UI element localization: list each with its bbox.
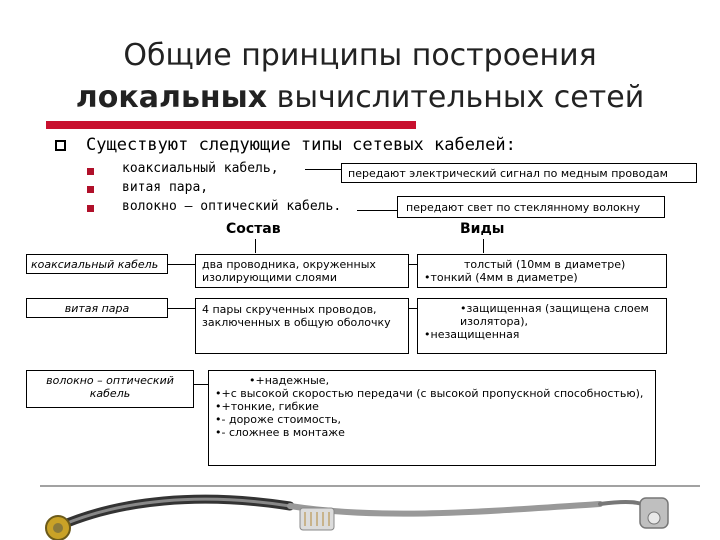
rj45-connector-icon bbox=[300, 508, 334, 530]
square-bullet-icon bbox=[87, 186, 94, 193]
row-composition-twisted: 4 пары скрученных проводов, заключенных в общую оболочку bbox=[195, 298, 409, 354]
row-composition-coax: два проводника, окруженных изолирующими слоями bbox=[195, 254, 409, 288]
row-kinds-twisted bbox=[417, 298, 667, 354]
callout-connector bbox=[305, 169, 341, 170]
row-name-coax: коаксиальный кабель bbox=[26, 254, 168, 274]
callout-connector bbox=[357, 210, 397, 211]
square-bullet-icon bbox=[87, 205, 94, 212]
row-name-twisted: витая пара bbox=[26, 298, 168, 318]
title-accent-bar bbox=[46, 121, 416, 129]
intro-text: Существуют следующие типы сетевых кабелей: bbox=[86, 135, 516, 155]
row-features-fiber bbox=[208, 370, 656, 466]
dot-bullet-icon: • bbox=[215, 387, 222, 400]
cable-type-twisted: витая пара, bbox=[122, 180, 209, 195]
header-composition: Состав bbox=[226, 221, 281, 237]
kind-item: толстый (10мм в диаметре) bbox=[464, 258, 626, 271]
row-connector bbox=[168, 264, 195, 265]
header-kinds: Виды bbox=[460, 221, 505, 237]
twisted-pair-cable-icon bbox=[290, 504, 600, 514]
coax-connector-icon bbox=[46, 516, 70, 540]
slide-title-line-1: Общие принципы построения bbox=[123, 38, 597, 73]
dot-bullet-icon: • bbox=[460, 302, 467, 315]
header-connector bbox=[483, 239, 484, 253]
cable-type-fiber: волокно – оптический кабель. bbox=[122, 199, 342, 214]
dot-bullet-icon: • bbox=[424, 271, 431, 284]
kind-item: •тонкий (4мм в диаметре) bbox=[424, 271, 578, 284]
cable-type-coax: коаксиальный кабель, bbox=[122, 161, 279, 176]
feature-item: •+надежные, bbox=[249, 374, 330, 387]
callout-electric: передают электрический сигнал по медным проводам bbox=[341, 163, 697, 183]
kind-item: •защищенная (защищена слоем изолятора), bbox=[460, 302, 649, 328]
row-connector bbox=[168, 308, 195, 309]
header-connector bbox=[255, 239, 256, 253]
feature-item: •- дороже стоимость, bbox=[215, 413, 341, 426]
kind-item: •незащищенная bbox=[424, 328, 520, 341]
dot-bullet-icon: • bbox=[215, 413, 222, 426]
dot-bullet-icon: • bbox=[215, 400, 222, 413]
callout-light: передают свет по стеклянному волокну bbox=[397, 196, 665, 218]
row-name-fiber: волокно – оптический кабель bbox=[26, 370, 194, 408]
cable-illustration bbox=[0, 468, 720, 540]
square-bullet-icon bbox=[87, 168, 94, 175]
title-bold-word: локальных bbox=[75, 80, 268, 115]
fiber-connector-icon bbox=[640, 498, 668, 528]
title-rest: вычислительных сетей bbox=[267, 80, 645, 115]
feature-item: •- сложнее в монтаже bbox=[215, 426, 345, 439]
hollow-square-bullet-icon bbox=[55, 140, 66, 151]
feature-item: •+тонкие, гибкие bbox=[215, 400, 319, 413]
row-connector bbox=[409, 308, 417, 309]
feature-item: •+с высокой скоростью передачи (с высокой пропускной способностью), bbox=[215, 387, 644, 400]
dot-bullet-icon: • bbox=[249, 374, 256, 387]
row-connector bbox=[409, 264, 417, 265]
row-connector bbox=[194, 384, 208, 385]
row-kinds-coax bbox=[417, 254, 667, 288]
dot-bullet-icon: • bbox=[424, 328, 431, 341]
dot-bullet-icon: • bbox=[215, 426, 222, 439]
slide-title-line-2 bbox=[0, 80, 720, 116]
